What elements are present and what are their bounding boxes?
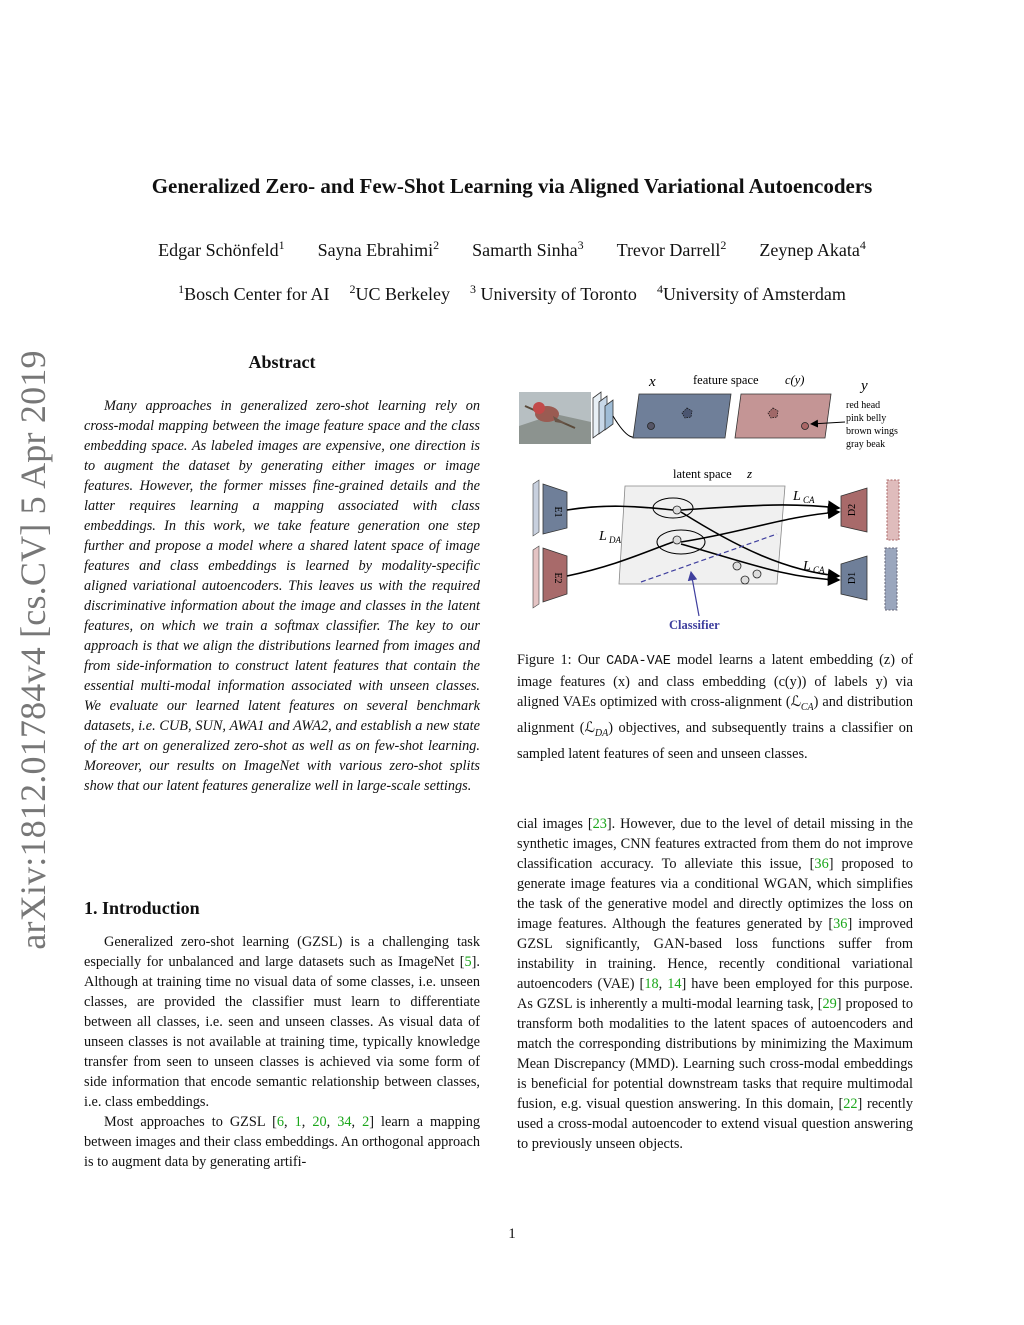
citation-link[interactable]: 2 <box>362 1114 370 1130</box>
citation-link[interactable]: 18 <box>644 976 659 992</box>
class-embedding-space <box>735 394 831 438</box>
d1-label: D1 <box>847 571 858 585</box>
latent-space-plane <box>619 486 785 584</box>
citation-link[interactable]: 5 <box>464 954 472 970</box>
x-label: x <box>649 374 656 390</box>
attribute-text: red head <box>846 400 881 411</box>
affiliation-list <box>100 284 924 305</box>
citation-link[interactable]: 6 <box>276 1114 284 1130</box>
y-label: y <box>861 378 868 394</box>
section-heading-introduction: 1. Introduction <box>84 898 200 918</box>
arxiv-identifier: arXiv:1812.01784v4 [cs.CV] 5 Apr 2019 <box>13 350 53 950</box>
classifier-label: Classifier <box>669 618 720 632</box>
paragraph: Most approaches to GZSL [6, 1, 20, 34, 2] learn a mapping between images and their class embeddings. An orthogonal approach is to augment data by generating artifi- <box>84 1114 481 1170</box>
affiliation: $^2$UC Berkeley <box>349 282 451 304</box>
page-number: 1 <box>508 1226 516 1242</box>
author: Trevor Darrell$^2$ <box>616 238 727 260</box>
svg-text:L: L <box>803 559 811 574</box>
citation-link[interactable]: 1 <box>294 1114 302 1130</box>
author: Edgar Schönfeld$^1$ <box>158 238 285 260</box>
introduction-text <box>84 932 480 1172</box>
svg-text:L: L <box>793 489 801 504</box>
abstract-heading: Abstract <box>248 352 316 372</box>
e1-label: E1 <box>552 506 563 518</box>
svg-text:CA: CA <box>813 565 825 575</box>
attribute-text: pink belly <box>846 413 887 424</box>
cnn-encoder-icon <box>593 392 613 438</box>
cada-vae-diagram <box>515 366 915 636</box>
citation-link[interactable]: 14 <box>667 976 682 992</box>
lca-label-top <box>792 489 815 505</box>
introduction-text-continued: cial images [23]. However, due to the level of detail missing in the synthetic images, CNN features extracted from them do not improve classification accuracy. To alleviate this issue, [36] proposed to generate image features via a conditional WGAN, which simplifies the task of the generative model and directly optimizes the loss on image features. Although the features generated by [36] improved GZSL significantly, GAN-based loss functions suffer from instability in training. Hence, recently conditional variational autoencoders (VAE) [18, 14] have been employed for this purpose. As GZSL is inherently a multi-modal learning task, [29] proposed to transform both modalities to the latent spaces of autoencoders and match the corresponding distributions by minimizing the Maximum Mean Discrepancy (MMD). Learning such cross-modal embeddings is beneficial for potential downstream tasks that require multimodal fusion, e.g. visual question answering. In this domain, [22] recently used a cross-modal autoencoder to extend visual question answering to previously unseen objects. <box>517 816 914 1152</box>
cy-label: c(y) <box>785 373 805 387</box>
latent-space-label: latent space <box>673 467 732 481</box>
z-label: z <box>747 466 753 481</box>
author: Zeynep Akata$^4$ <box>759 238 866 260</box>
bird-photo <box>519 392 591 444</box>
citation-link[interactable]: 20 <box>312 1114 327 1130</box>
svg-text:CA: CA <box>803 495 815 505</box>
e2-label: E2 <box>552 572 563 584</box>
citation-link[interactable]: 22 <box>843 1096 858 1112</box>
abstract-text: Many approaches in generalized zero-shot learning rely on cross-modal mapping between the image feature space and the class embedding space. As labeled images are expensive, one direction is to augment the dataset by generating either images or image features. However, the former misses fine-grained details and the latter requires learning a mapping associated with class embeddings. In this work, we take feature generation one step further and propose a model where a shared latent space of image features and class embeddings is learned by modality-specific aligned variational autoencoders. This leaves us with the required discriminative information about the image and classes in the latent features, on which we train a softmax classifier. The key to our approach is that we align the distributions learned from images and from side-information to construct latent features that contain the essential multi-modal information associated with unseen classes. We evaluate our learned latent features on several benchmark datasets, i.e. CUB, SUN, AWA1 and AWA2, and establish a new state of the art on generalized zero-shot as well as on few-shot learning. Moreover, our results on ImageNet with various zero-shot splits show that our latent features generalize well in large-scale settings. <box>84 398 480 794</box>
author-list <box>100 240 924 261</box>
attribute-text: brown wings <box>846 426 898 437</box>
citation-link[interactable]: 36 <box>814 856 829 872</box>
lca-label-bottom <box>802 559 825 575</box>
affiliation: $^3$ University of Toronto <box>470 282 637 304</box>
paragraph: Generalized zero-shot learning (GZSL) is a challenging task especially for unbalanced and large datasets such as ImageNet [5]. Although at training time no visual data of some classes, i.e. unseen classes, are provided the classifier must learn to differentiate between all classes, i.e. seen and unseen classes. As visual data of unseen classes is not available at training time, typically knowledge transfer from seen to unseen classes is achieved via some form of side information that encode semantic relationship between classes, i.e. class embeddings. <box>84 934 480 1110</box>
d2-label: D2 <box>847 503 858 517</box>
arxiv-sidebar <box>12 350 54 950</box>
citation-link[interactable]: 29 <box>822 996 837 1012</box>
author: Sayna Ebrahimi$^2$ <box>317 238 440 260</box>
figure-1 <box>515 366 915 636</box>
feature-space-label: feature space <box>693 373 759 387</box>
attribute-text: gray beak <box>846 439 886 450</box>
citation-link[interactable]: 23 <box>592 816 607 832</box>
figure-1-caption: Figure 1: Our CADA-VAE model learns a latent embedding (z) of image features (x) and class embedding (c(y)) of labels y) via aligned VAEs optimized with cross-alignment (ℒ$_{CA}$) and distribution alignment (ℒ$_{DA}$) objectives, and subsequently trains a classifier on sampled latent features of seen and unseen classes. <box>517 652 914 762</box>
citation-link[interactable]: 34 <box>337 1114 352 1130</box>
lda-label <box>598 529 621 545</box>
author: Samarth Sinha$^3$ <box>472 238 584 260</box>
affiliation: $^4$University of Amsterdam <box>656 282 846 304</box>
image-feature-space <box>633 394 731 438</box>
svg-text:L: L <box>599 529 607 544</box>
citation-link[interactable]: 36 <box>833 916 848 932</box>
paper-title: Generalized Zero- and Few-Shot Learning via Aligned Variational Autoencoders <box>151 174 873 198</box>
svg-text:DA: DA <box>609 535 621 545</box>
affiliation: $^1$Bosch Center for AI <box>178 282 330 304</box>
